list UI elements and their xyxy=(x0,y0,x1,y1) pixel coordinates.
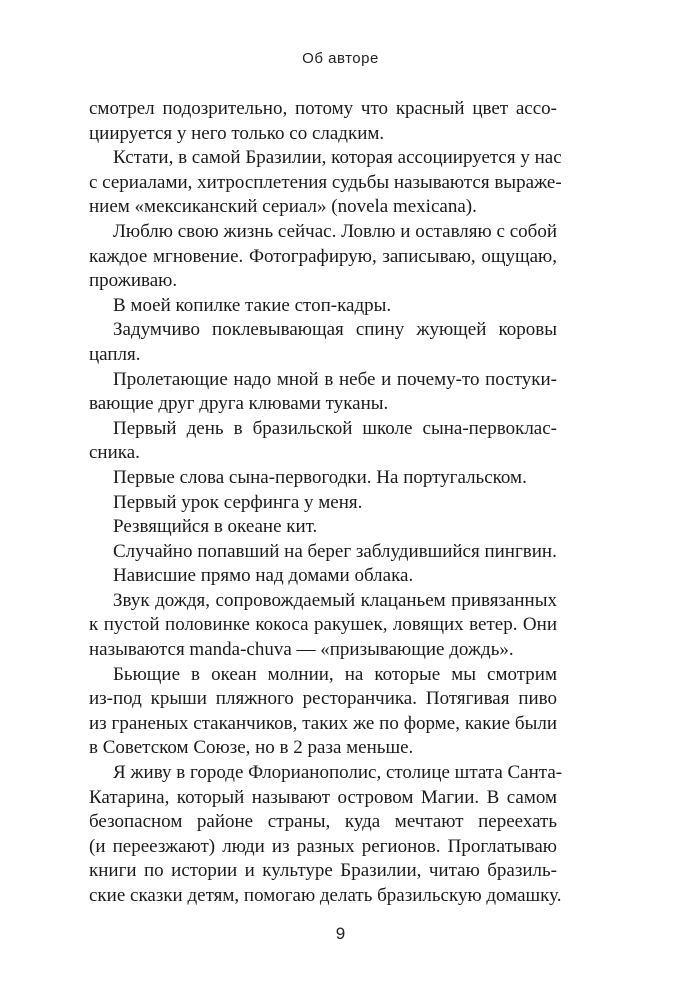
text-line: нием «мексиканский сериал» (novela mexicana). xyxy=(89,196,477,218)
text-line: Первый урок серфинга у меня. xyxy=(113,491,363,513)
text-line: с сериалами, хитросплетения судьбы называются выраже- xyxy=(89,171,562,193)
body-text xyxy=(89,97,563,909)
text-line: безопасном районе страны, куда мечтают переехать xyxy=(89,811,557,833)
text-line: называются manda-chuva — «призывающие дождь». xyxy=(89,639,514,661)
text-line: проживаю. xyxy=(89,270,178,292)
text-line: Люблю свою жизнь сейчас. Ловлю и оставляю с собой xyxy=(113,220,557,242)
text-line: из-под крыши пляжного ресторанчика. Потягивая пиво xyxy=(89,688,557,710)
text-line: вающие друг друга клювами туканы. xyxy=(89,393,389,415)
text-line: Случайно попавший на берег заблудившийся пингвин. xyxy=(113,540,557,562)
text-line: в Советском Союзе, но в 2 раза меньше. xyxy=(89,737,414,759)
text-line: Задумчиво поклевывающая спину жующей коровы xyxy=(113,319,557,341)
text-line: к пустой половинке кокоса ракушек, ловящих ветер. Они xyxy=(89,614,557,636)
text-line: книги по истории и культуре Бразилии, читаю бразиль- xyxy=(89,860,557,882)
text-line: (и переезжают) люди из разных регионов. Проглатываю xyxy=(89,835,557,857)
text-line: Нависшие прямо над домами облака. xyxy=(113,565,414,587)
text-line: Пролетающие надо мной в небе и почему-то постуки- xyxy=(113,368,557,390)
text-line: ские сказки детям, помогаю делать бразильскую домашку. xyxy=(89,885,562,906)
text-line: цапля. xyxy=(89,343,141,365)
running-head: Об авторе xyxy=(302,50,379,67)
page-number: 9 xyxy=(335,924,346,943)
text-line: Первый день в бразильской школе сына-первоклас- xyxy=(113,417,557,439)
text-line: Катарина, который называют островом Магии. В самом xyxy=(89,786,557,808)
text-line: В моей копилке такие стоп-кадры. xyxy=(113,294,392,316)
text-line: Кстати, в самой Бразилии, которая ассоциируется у нас xyxy=(113,147,562,169)
text-line: смотрел подозрительно, потому что красный цвет ассо- xyxy=(89,98,557,119)
text-line: циируется у него только со сладким. xyxy=(89,122,385,144)
text-line: Бьющие в океан молнии, на которые мы смотрим xyxy=(113,663,557,685)
text-line: Звук дождя, сопровождаемый клацаньем привязанных xyxy=(113,589,557,611)
text-line: из граненых стаканчиков, таких же по форме, какие были xyxy=(89,712,557,734)
text-line: сника. xyxy=(89,442,140,464)
text-line: Резвящийся в океане кит. xyxy=(113,516,318,538)
text-line: Я живу в городе Флорианополис, столице штата Санта- xyxy=(113,762,563,784)
text-line: каждое мгновение. Фотографирую, записываю, ощущаю, xyxy=(89,245,557,267)
text-line: Первые слова сына-первогодки. На португальском. xyxy=(113,466,527,488)
